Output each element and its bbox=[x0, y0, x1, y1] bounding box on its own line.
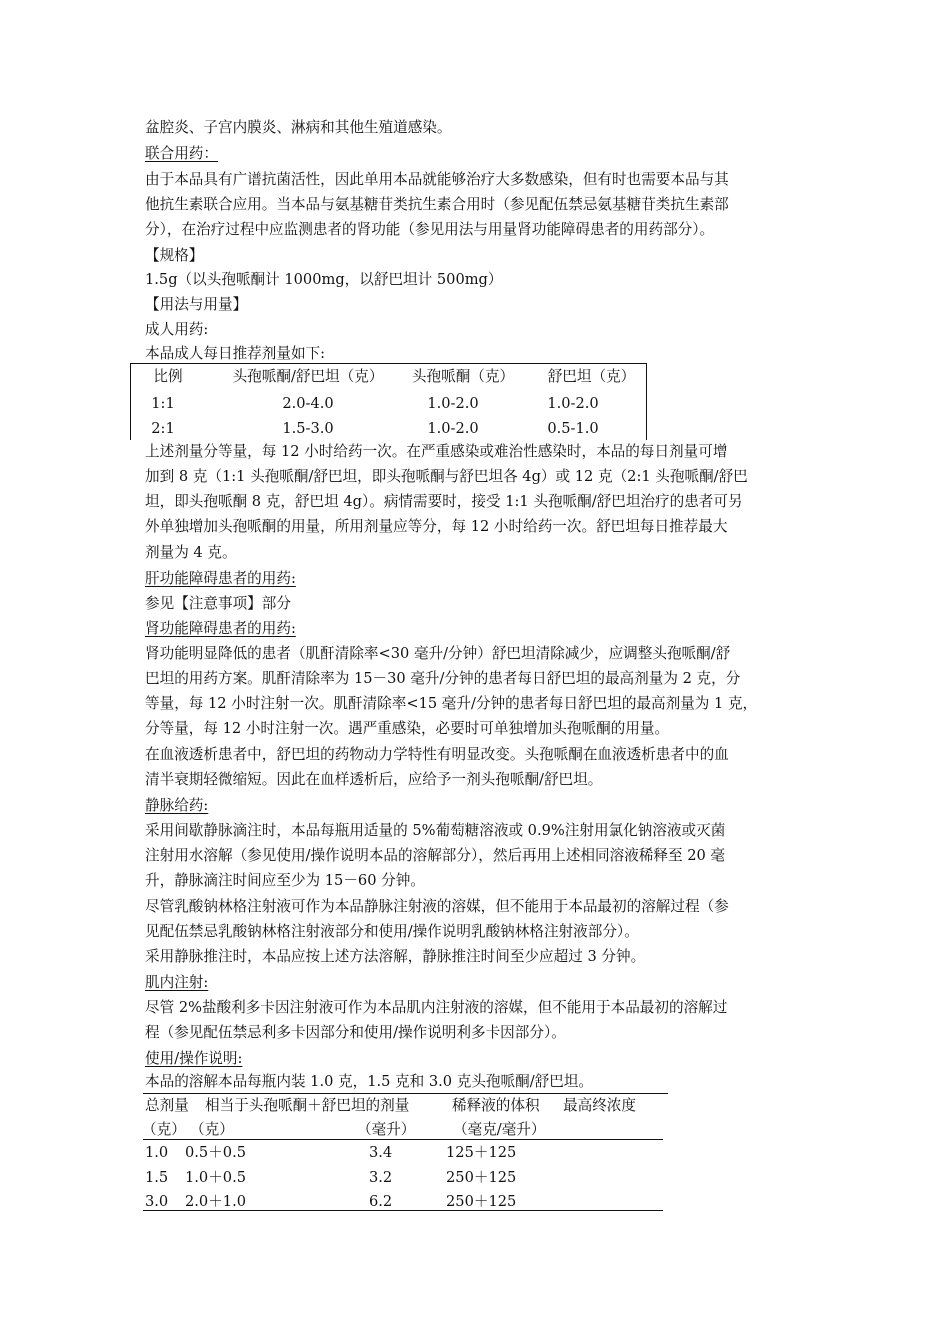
text-line: 巴坦的用药方案。肌酐清除率为 15－30 毫升/分钟的患者每日舒巴坦的最高剂量为 2 克，分 bbox=[145, 670, 741, 687]
spec-text: 1.5g（以头孢哌酮计 1000mg，以舒巴坦计 500mg） bbox=[145, 271, 503, 288]
table-cell: 1.5 bbox=[145, 1169, 169, 1186]
section-heading-hepatic: 肝功能障碍患者的用药: bbox=[145, 570, 296, 587]
table-rule-top bbox=[143, 1093, 668, 1094]
text-line: 本品成人每日推荐剂量如下: bbox=[145, 345, 326, 362]
table-rule-bottom bbox=[143, 1210, 663, 1211]
table-header-cell: 舒巴坦（克） bbox=[547, 368, 636, 385]
text-line: 由于本品具有广谱抗菌活性，因此单用本品就能够治疗大多数感染，但有时也需要本品与其 bbox=[145, 171, 729, 188]
text-line: 坦，即头孢哌酮 8 克，舒巴坦 4g）。病情需要时，接受 1:1 头孢哌酮/舒巴坦治疗的患者可另 bbox=[145, 493, 743, 510]
table-rule-mid bbox=[143, 1139, 663, 1140]
table-header-cell: 相当于头孢哌酮＋舒巴坦的剂量 bbox=[205, 1097, 410, 1114]
table-cell: 0.5-1.0 bbox=[547, 420, 599, 437]
section-heading-instructions: 使用/操作说明: bbox=[145, 1050, 243, 1067]
table-cell: 3.2 bbox=[369, 1169, 393, 1186]
table-cell: 6.2 bbox=[369, 1193, 393, 1210]
text-line: 加到 8 克（1:1 头孢哌酮/舒巴坦，即头孢哌酮与舒巴坦各 4g）或 12 克（2:1 头孢哌酮/舒巴 bbox=[145, 468, 748, 485]
text-line: 肾功能明显降低的患者（肌酐清除率<30 毫升/分钟）舒巴坦清除减少，应调整头孢哌酮/舒 bbox=[145, 645, 731, 662]
section-heading-renal: 肾功能障碍患者的用药: bbox=[145, 620, 296, 637]
table-cell: 250＋125 bbox=[446, 1169, 517, 1186]
table-header-cell: 总剂量 bbox=[145, 1097, 189, 1114]
table-cell: 1:1 bbox=[151, 395, 175, 412]
dosage-table bbox=[130, 363, 647, 440]
table-header-cell: 头孢哌酮/舒巴坦（克） bbox=[232, 368, 384, 385]
section-heading-im: 肌内注射: bbox=[145, 974, 209, 991]
text-line: 等量，每 12 小时注射一次。肌酐清除率<15 毫升/分钟的患者每日舒巴坦的最高剂量为 1 克， bbox=[145, 695, 758, 712]
table-cell: 125＋125 bbox=[446, 1144, 517, 1161]
table-header-cell: （克） bbox=[190, 1121, 234, 1138]
table-cell: 250＋125 bbox=[446, 1193, 517, 1210]
table-cell: 2.0-4.0 bbox=[282, 395, 334, 412]
text-line: 分），在治疗过程中应监测患者的肾功能（参见用法与用量肾功能障碍患者的用药部分）。 bbox=[145, 221, 715, 238]
table-cell: 3.0 bbox=[145, 1193, 169, 1210]
table-header-cell: 比例 bbox=[153, 368, 183, 385]
table-cell: 1.5-3.0 bbox=[282, 420, 334, 437]
table-cell: 1.0 bbox=[145, 1144, 169, 1161]
text-line: 尽管 2%盐酸利多卡因注射液可作为本品肌内注射液的溶媒，但不能用于本品最初的溶解过 bbox=[145, 999, 728, 1016]
table-cell: 2:1 bbox=[151, 420, 175, 437]
text-line: 采用间歇静脉滴注时，本品每瓶用适量的 5%葡萄糖溶液或 0.9%注射用氯化钠溶液或灭菌 bbox=[145, 822, 726, 839]
table-header-cell: 头孢哌酮（克） bbox=[411, 368, 515, 385]
table-cell: 1.0-2.0 bbox=[547, 395, 599, 412]
text-line: 在血液透析患者中，舒巴坦的药物动力学特性有明显改变。头孢哌酮在血液透析患者中的血 bbox=[145, 746, 729, 763]
text-line: 程（参见配伍禁忌利多卡因部分和使用/操作说明利多卡因部分）。 bbox=[145, 1024, 566, 1041]
text-line: 升，静脉滴注时间应至少为 15－60 分钟。 bbox=[145, 872, 425, 889]
text-line: 见配伍禁忌乳酸钠林格注射液部分和使用/操作说明乳酸钠林格注射液部分）。 bbox=[145, 923, 639, 940]
text-line: 上述剂量分等量，每 12 小时给药一次。在严重感染或难治性感染时，本品的每日剂量可增 bbox=[145, 443, 728, 460]
section-heading-spec: 【规格】 bbox=[145, 247, 204, 264]
table-cell: 3.4 bbox=[369, 1144, 393, 1161]
table-header-cell: （毫升） bbox=[357, 1121, 416, 1138]
text-line: 参见【注意事项】部分 bbox=[145, 595, 291, 612]
table-cell: 1.0＋0.5 bbox=[185, 1169, 247, 1186]
table-cell: 1.0-2.0 bbox=[427, 420, 479, 437]
section-heading-iv: 静脉给药: bbox=[145, 797, 209, 814]
text-line: 尽管乳酸钠林格注射液可作为本品静脉注射液的溶媒，但不能用于本品最初的溶解过程（参 bbox=[145, 898, 729, 915]
text-line: 剂量为 4 克。 bbox=[145, 544, 237, 561]
table-cell: 1.0-2.0 bbox=[427, 395, 479, 412]
table-header-cell: （克） bbox=[142, 1121, 186, 1138]
table-header-cell: 最高终浓度 bbox=[563, 1097, 636, 1114]
text-line: 清半衰期轻微缩短。因此在血样透析后，应给予一剂头孢哌酮/舒巴坦。 bbox=[145, 771, 603, 788]
text-line: 盆腔炎、子宫内膜炎、淋病和其他生殖道感染。 bbox=[145, 119, 452, 136]
text-line: 分等量，每 12 小时注射一次。遇严重感染，必要时可单独增加头孢哌酮的用量。 bbox=[145, 720, 670, 737]
text-line: 采用静脉推注时，本品应按上述方法溶解，静脉推注时间至少应超过 3 分钟。 bbox=[145, 948, 646, 965]
text-line: 外单独增加头孢哌酮的用量，所用剂量应等分，每 12 小时给药一次。舒巴坦每日推荐最大 bbox=[145, 518, 728, 535]
table-cell: 2.0＋1.0 bbox=[185, 1193, 247, 1210]
text-line: 他抗生素联合应用。当本品与氨基糖苷类抗生素合用时（参见配伍禁忌氨基糖苷类抗生素部 bbox=[145, 196, 729, 213]
table-header-cell: 稀释液的体积 bbox=[452, 1097, 540, 1114]
section-heading-combination: 联合用药： bbox=[145, 145, 218, 162]
text-line: 注射用水溶解（参见使用/操作说明本品的溶解部分），然后再用上述相同溶液稀释至 20 毫 bbox=[145, 847, 726, 864]
section-heading-dosage: 【用法与用量】 bbox=[145, 296, 248, 313]
table-cell: 0.5＋0.5 bbox=[185, 1144, 247, 1161]
table-caption: 本品的溶解本品每瓶内装 1.0 克，1.5 克和 3.0 克头孢哌酮/舒巴坦。 bbox=[145, 1073, 593, 1090]
table-header-cell: （毫克/毫升） bbox=[453, 1121, 546, 1138]
text-line: 成人用药: bbox=[145, 321, 209, 338]
